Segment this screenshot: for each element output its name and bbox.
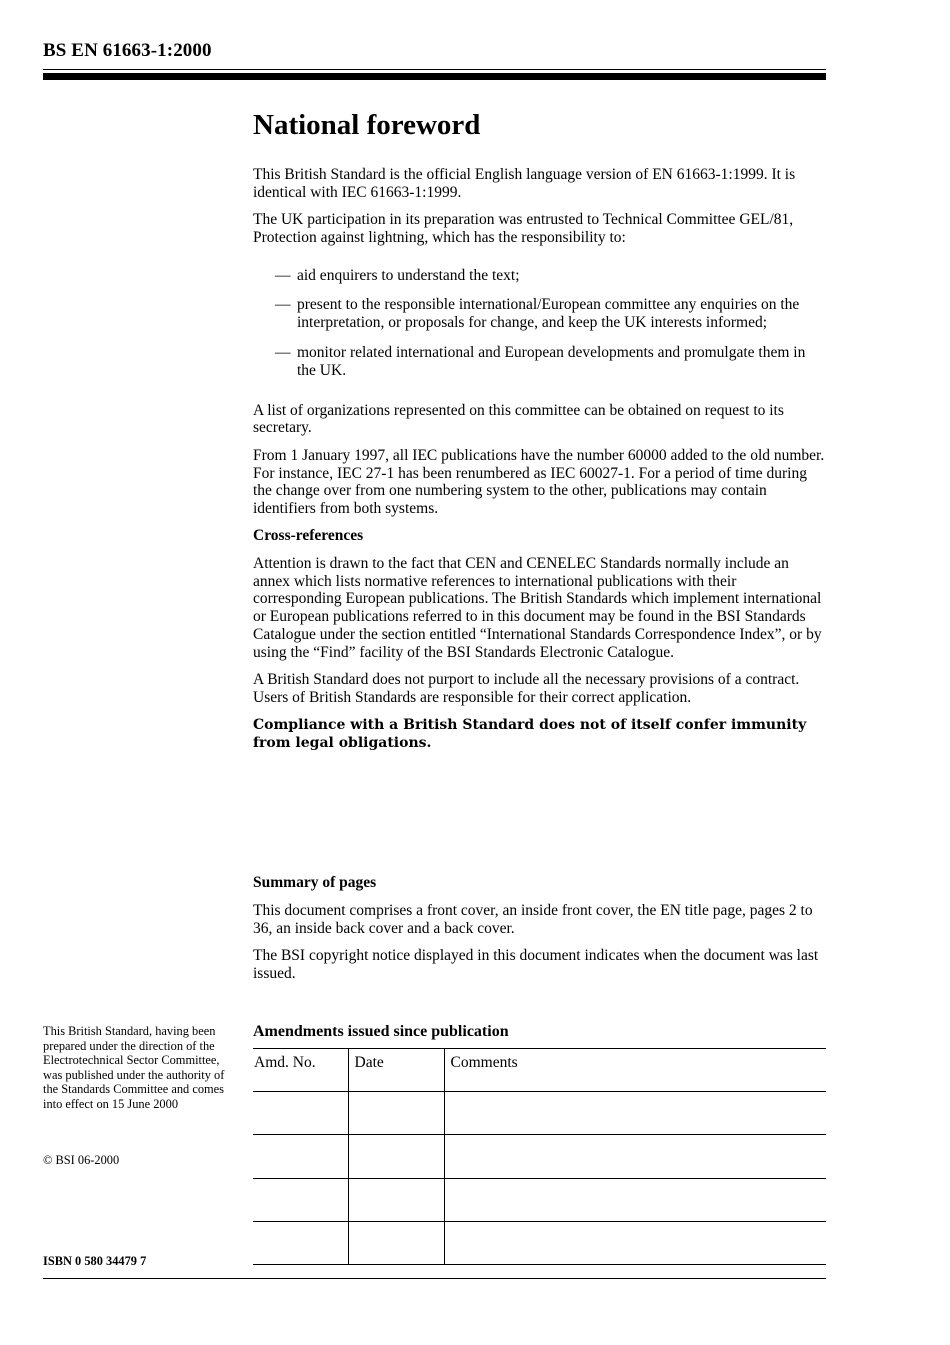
publication-note: This British Standard, having been prepared under the direction of the Electrotechnical Sector Committee, was published under the authority of the Standards Committee and comes into effect on 15 June 2000 xyxy=(43,1024,225,1111)
intro-paragraph: This British Standard is the official English language version of EN 61663-1:1999. It is identical with IEC 61663-1:1999. xyxy=(253,166,796,201)
list-item xyxy=(275,344,827,380)
header-rule-thick xyxy=(43,73,826,80)
table-cell xyxy=(444,1092,826,1135)
responsibilities-list xyxy=(275,267,827,380)
iec-numbering-paragraph: From 1 January 1997, all IEC publications have the number 60000 added to the old number. For instance, IEC 27-1 has been renumbered as IEC 60027-1. For a period of time during the change over from one numbering system to the other, publications may contain identifiers from both systems. xyxy=(253,446,825,518)
footer-rule xyxy=(43,1278,826,1279)
table-cell xyxy=(444,1221,826,1264)
provisions-paragraph: A British Standard does not purport to include all the necessary provisions of a contract. Users of British Standards are responsible for their correct application. xyxy=(253,671,800,706)
table-cell xyxy=(348,1178,444,1221)
cross-references-paragraph: Attention is drawn to the fact that CEN and CENELEC Standards normally include an annex which lists normative references to international publications with their corresponding European publications. The British Standards which implement international or European publications referred to in this document may be found in the BSI Standards Catalogue under the section entitled “International Standards Correspondence Index”, or by using the “Find” facility of the BSI Standards Electronic Catalogue. xyxy=(253,554,822,661)
table-row xyxy=(253,1178,826,1221)
organizations-paragraph: A list of organizations represented on this committee can be obtained on request to its secretary. xyxy=(253,401,784,437)
list-item-text: present to the responsible international/European committee any enquiries on the interpretation, or proposals for change, and keep the UK interests informed; xyxy=(297,296,800,332)
page-title: National foreword xyxy=(253,109,481,141)
column-header-date: Date xyxy=(348,1049,444,1092)
copyright-line: © BSI 06-2000 xyxy=(43,1153,120,1167)
dash-marker: — xyxy=(275,344,291,362)
compliance-statement: Compliance with a British Standard does not of itself confer immunity from legal obligations. xyxy=(253,717,807,752)
table-header-row xyxy=(253,1049,826,1092)
table-row xyxy=(253,1221,826,1264)
dash-marker: — xyxy=(275,266,291,284)
column-header-amd-no: Amd. No. xyxy=(253,1049,348,1092)
copyright-notice-paragraph: The BSI copyright notice displayed in this document indicates when the document was last issued. xyxy=(253,947,819,982)
table-cell xyxy=(253,1221,348,1264)
table-row xyxy=(253,1092,826,1135)
table-cell xyxy=(253,1178,348,1221)
table-cell xyxy=(444,1135,826,1178)
isbn-number: ISBN 0 580 34479 7 xyxy=(43,1254,147,1268)
list-item xyxy=(275,267,827,285)
amendments-table xyxy=(253,1048,826,1265)
cross-references-heading: Cross-references xyxy=(253,527,364,545)
list-item xyxy=(275,296,827,332)
table-row xyxy=(253,1135,826,1178)
committee-paragraph: The UK participation in its preparation was entrusted to Technical Committee GEL/81, Protection against lightning, which has the responsibility to: xyxy=(253,211,794,246)
document-id-header: BS EN 61663-1:2000 xyxy=(43,40,212,61)
table-cell xyxy=(348,1135,444,1178)
summary-of-pages xyxy=(253,874,827,992)
summary-paragraph: This document comprises a front cover, an inside front cover, the EN title page, pages 2 to 36, an inside back cover and a back cover. xyxy=(253,902,813,937)
amendments-title: Amendments issued since publication xyxy=(253,1023,509,1040)
header-rule-thin xyxy=(43,69,826,70)
list-item-text: aid enquirers to understand the text; xyxy=(297,266,520,284)
list-item-text: monitor related international and European developments and promulgate them in the UK. xyxy=(297,344,806,379)
table-cell xyxy=(444,1178,826,1221)
foreword-body xyxy=(253,108,827,762)
table-cell xyxy=(348,1221,444,1264)
dash-marker: — xyxy=(275,296,291,314)
table-cell xyxy=(253,1135,348,1178)
column-header-comments: Comments xyxy=(444,1049,826,1092)
table-cell xyxy=(253,1092,348,1135)
summary-heading: Summary of pages xyxy=(253,874,377,891)
table-cell xyxy=(348,1092,444,1135)
